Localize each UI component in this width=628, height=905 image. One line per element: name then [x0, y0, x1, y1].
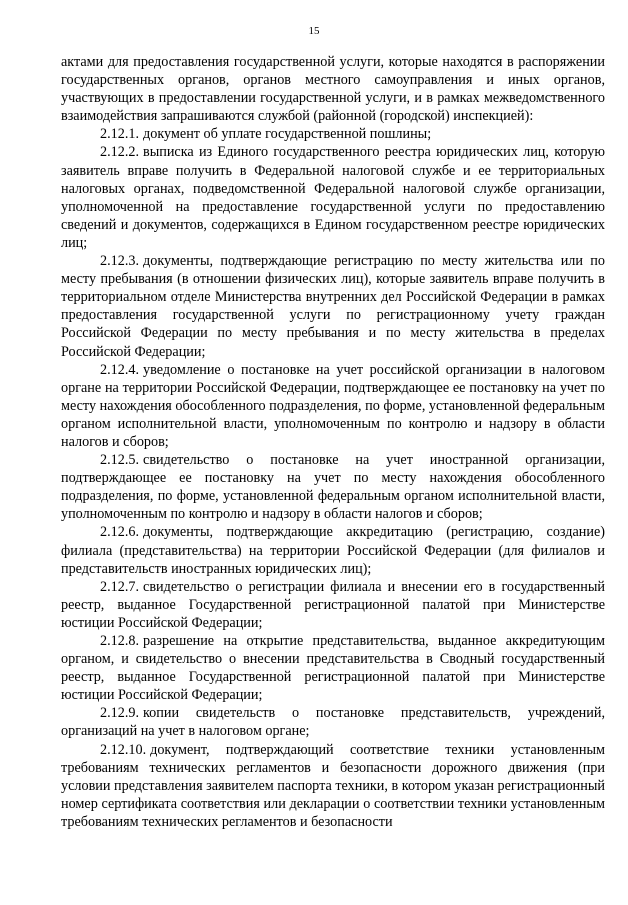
list-item: [61, 361, 605, 451]
document-body: [61, 53, 605, 831]
list-item: [61, 451, 605, 523]
item-text: копии свидетельств о постановке представительств, учреждений, организаций на учет в налоговом органе;: [61, 705, 605, 740]
item-number: 2.12.9.: [100, 705, 140, 722]
item-text: выписка из Единого государственного реестра юридических лиц, которую заявитель вправе получить в Федеральной налоговой службе и ее территориальных налоговых органах, подведомственной Федеральной налоговой службе организации, уполномоченной на предоставление государственной услуги по предоставлению сведений и документов, содержащихся в Едином государственном реестре юридических лиц;: [61, 144, 605, 251]
item-number: 2.12.7.: [100, 578, 140, 595]
list-item: [61, 252, 605, 361]
item-text: уведомление о постановке на учет российской организации в налоговом органе на территории Российской Федерации, подтверждающее ее постановку на учет по месту нахождения обособленного подразделения, по форме, установленной федеральным органом исполнительной власти, уполномоченным по контролю и надзору в области налогов и сборов;: [61, 361, 605, 450]
list-item: [61, 632, 605, 704]
list-item: [61, 143, 605, 252]
item-number: 2.12.2.: [100, 144, 140, 161]
item-text: документы, подтверждающие аккредитацию (регистрацию, создание) филиала (представительства) на территории Российской Федерации (для филиалов и представительств иностранных юридических лиц);: [61, 524, 605, 577]
list-item: [61, 578, 605, 632]
item-number: 2.12.1.: [100, 126, 140, 143]
item-text: свидетельство о постановке на учет иностранной организации, подтверждающее ее постановку на учет по месту нахождения обособленного подразделения, по форме, установленной федеральным органом исполнительной власти, уполномоченным по контролю и надзору в области налогов и сборов;: [61, 452, 605, 523]
item-text: свидетельство о регистрации филиала и внесении его в государственный реестр, выданное Государственной регистрационной палатой при Министерстве юстиции Российской Федерации;: [61, 578, 605, 631]
list-item: [61, 741, 605, 831]
item-text: документы, подтверждающие регистрацию по месту жительства или по месту пребывания (в отношении физических лиц), которые заявитель вправе получить в территориальном отделе Министерства внутренних дел Российской Федерации в рамках предоставления государственной услуги по регистрационному учету граждан Российской Федерации по месту пребывания и по месту жительства в пределах Российской Федерации;: [61, 253, 605, 360]
item-number: 2.12.10.: [100, 741, 147, 758]
list-item: [61, 523, 605, 577]
item-number: 2.12.8.: [100, 633, 140, 649]
page-number: 15: [308, 25, 320, 37]
item-number: 2.12.4.: [100, 361, 140, 378]
item-text: документ, подтверждающий соответствие техники установленным требованиям технических регламентов и безопасности дорожного движения (при условии представления заявителем паспорта техники, в котором указан регистрационный номер сертификата соответствия или декларации о соответствии техники установленным требованиям технических регламентов и безопасности: [61, 741, 605, 830]
intro-paragraph: актами для предоставления государственной услуги, которые находятся в распоряжении государственных органов, органов местного самоуправления и иных органов, участвующих в предоставлении государственной услуги, и в рамках межведомственного взаимодействия запрашиваются службой (районной (городской) инспекцией):: [61, 54, 605, 125]
item-number: 2.12.6.: [100, 524, 140, 541]
item-number: 2.12.3.: [100, 253, 140, 270]
item-number: 2.12.5.: [100, 452, 140, 469]
list-item: [61, 125, 605, 143]
list-item: [61, 704, 605, 740]
item-text: документ об уплате государственной пошлины;: [143, 126, 432, 143]
item-text: разрешение на открытие представительства, выданное аккредитующим органом, и свидетельство о внесении представительства в Сводный государственный реестр, выданное Государственной регистрационной палатой при Министерстве юстиции Российской Федерации;: [61, 633, 605, 704]
